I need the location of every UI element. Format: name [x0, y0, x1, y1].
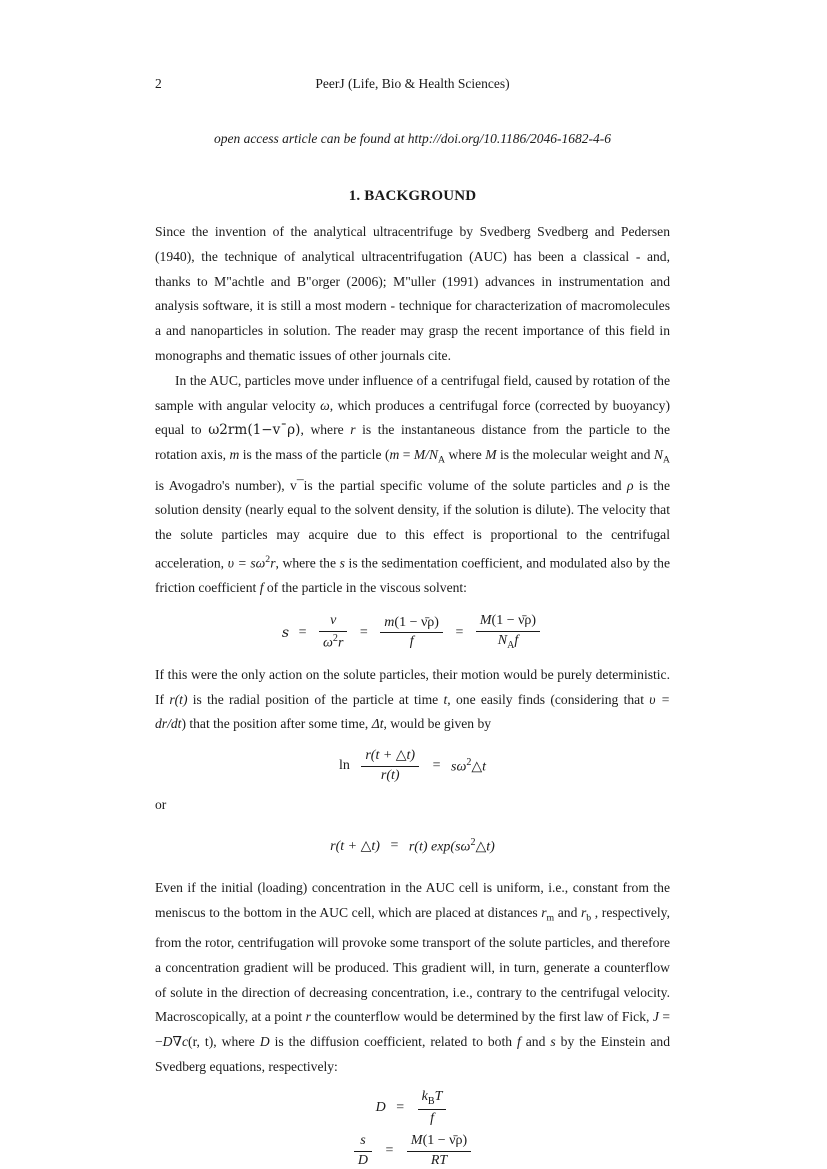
eq5-rhs-num — [407, 1133, 471, 1152]
p3-seg-a: If this were the only action on the solute particles, their motion would be purely deterministic. If — [155, 666, 670, 707]
expr-centrifugal-force: ω2rm(1−v¯ρ) — [208, 422, 301, 439]
symbol-upsilon: υ = — [649, 691, 671, 707]
p4-seg-d: the counterflow would be determined by the first law of Fick, — [310, 1009, 653, 1025]
section-heading: 1. BACKGROUND — [348, 188, 477, 204]
nabla-icon: ∇ — [172, 1034, 182, 1050]
p2-seg-l: is the sedimentation coefficient, and modulated also by the friction coefficient — [155, 555, 670, 596]
equation-exponential-position — [155, 837, 670, 856]
p4-seg-a: Even if the initial (loading) concentration in the AUC cell is uniform, i.e., constant from the meniscus to the bottom in the AUC cell, which are placed at distances — [155, 879, 670, 920]
eq1-den-f — [380, 633, 443, 651]
eq1-r: r — [337, 635, 344, 651]
eq1-M: M — [479, 613, 492, 629]
p4-seg-b: and — [554, 904, 581, 920]
symbol-t: t — [443, 691, 448, 707]
p3-seg-d: ) that the position after some time, — [181, 716, 372, 732]
eq3-exponent: 2 — [470, 837, 476, 849]
eq1-buoyancy-1: (1 − ν̄ρ) — [394, 614, 439, 630]
eq4-f: f — [430, 1110, 434, 1126]
symbol-f: f — [259, 580, 264, 596]
eq5-RT: RT — [430, 1152, 448, 1168]
p3-seg-b: is the radial position of the particle at time — [187, 691, 444, 707]
expr-dr-dt: dr/dt — [155, 716, 182, 732]
p4-seg-f: is the diffusion coefficient, related to both — [269, 1034, 518, 1050]
fick-equals-minus: = − — [155, 1009, 670, 1050]
connector-or: or — [155, 797, 167, 813]
p2-seg-i: is Avogadro's number), v¯is the partial specific volume of the solute particles and — [155, 477, 627, 493]
eq1-m: m — [384, 614, 395, 630]
subscript-A-2: A — [662, 454, 670, 466]
eq1-f: f — [409, 634, 414, 650]
eq2-numerator — [361, 748, 419, 767]
p2-seg-e: is the mass of the particle ( — [239, 447, 390, 463]
expr-r-of-t: r(t) — [169, 691, 188, 707]
eq3-r-t-plus-dt: r(t + △t) — [330, 838, 380, 854]
p2-seg-d: is the instantaneous distance from the particle to the rotation axis, — [155, 422, 671, 463]
expr-velocity: υ = sω — [227, 555, 266, 571]
eq1-equals-2: = — [359, 624, 368, 640]
eq1-equals-3: = — [455, 624, 464, 640]
superscript-2: 2 — [265, 554, 271, 566]
paragraph-deterministic-motion — [155, 663, 670, 737]
eq1-buoyancy-2: (1 − ν̄ρ) — [491, 613, 537, 629]
p2-seg-g: where — [445, 447, 486, 463]
eq4-D: D — [375, 1099, 386, 1115]
eq5-equals: = — [385, 1143, 394, 1159]
eq4-lhs — [376, 1100, 386, 1116]
p4-seg-g: and — [520, 1034, 551, 1050]
symbol-D: D — [259, 1034, 270, 1050]
journal-title: PeerJ (Life, Bio & Health Sciences) — [315, 76, 510, 91]
p4-seg-c: , respectively, from the rotor, centrifugation will provoke some transport of the solute particles, and therefore a concentration gradient will be produced. This gradient will, in turn, generate a counterflow of solute in the direction of decreasing concentration, i.e., contrary to the centrifugal velocity. Macroscopically, at a point — [155, 904, 670, 1025]
p2-seg-m: of the particle in the viscous solvent: — [263, 580, 467, 596]
paragraph-background-intro: Since the invention of the analytical ultracentrifuge by Svedberg Svedberg and Pedersen (1940), the technique of analytical ultracentrifugation (AUC) has been a classical - and, thanks to M"achtle and B"orger (2006); M"uller (1991) advances in instrumentation and analysis software, it is still a most modern - technique for characterization of macromolecules a and nanoparticles in solution. The reader may grasp the recent importance of this field in monographs and thematic issues of other journals cite. — [155, 224, 670, 363]
eq2-exponent: 2 — [466, 756, 472, 768]
eq4-k-sub: B — [427, 1095, 435, 1107]
eq5-lhs-num — [354, 1133, 372, 1152]
eq5-D: D — [357, 1152, 368, 1168]
eq1-lhs — [282, 625, 289, 641]
equation-einstein — [155, 1089, 670, 1127]
eq2-equals: = — [432, 758, 441, 774]
eq5-lhs-den — [354, 1152, 372, 1169]
eq3-r-t-exp: r(t) exp(sω — [408, 839, 471, 855]
symbol-r: r — [350, 422, 356, 438]
eq1-den-NAf — [476, 632, 540, 652]
subscript-m: m — [546, 912, 555, 924]
paragraph-diffusion-fick — [155, 876, 670, 1080]
eq4-k: k — [421, 1088, 428, 1104]
page-number: 2 — [155, 76, 162, 91]
equation-svedberg — [155, 1133, 670, 1169]
eq2-r-t: r(t) — [380, 767, 400, 783]
eq4-equals: = — [396, 1099, 405, 1115]
p2-seg-k: , where the — [275, 555, 340, 571]
symbol-D-fick: D — [162, 1034, 173, 1050]
expr-M-over-NA: M/N — [413, 447, 439, 463]
symbol-c: c — [182, 1034, 189, 1050]
p2-seg-b: , which produces a centrifugal force (corrected by buoyancy) equal to — [155, 397, 670, 438]
eq4-denominator — [418, 1110, 447, 1128]
symbol-r-meniscus: r — [541, 904, 547, 920]
eq1-fraction-1 — [319, 613, 347, 652]
eq1-equals-1: = — [298, 624, 307, 640]
eq5-s: s — [360, 1133, 366, 1149]
eq1-fraction-2 — [380, 615, 443, 651]
symbol-omega: ω — [320, 397, 330, 413]
eq5-lhs-fraction — [354, 1133, 372, 1169]
equation-log-radial-position — [155, 748, 670, 784]
symbol-s: s — [339, 555, 345, 571]
p3-seg-c: , one easily finds (considering that — [447, 691, 650, 707]
eq4-numerator — [418, 1089, 447, 1110]
symbol-m-2: m — [389, 447, 400, 463]
eq1-f-2: f — [514, 632, 519, 648]
p2-seg-f: = — [399, 447, 414, 463]
symbol-s-sed: s — [550, 1034, 556, 1050]
symbol-N: N — [653, 447, 663, 463]
symbol-r-bottom: r — [581, 904, 587, 920]
eq1-num-nu — [319, 613, 347, 632]
eq2-s-omega: sω — [451, 759, 467, 775]
eq3-equals: = — [390, 838, 399, 854]
open-access-note: open access article can be found at http://doi.org/10.1186/2046-1682-4-6 — [213, 131, 612, 146]
eq5-rhs-den — [407, 1152, 471, 1169]
symbol-f-friction: f — [517, 1034, 521, 1050]
eq3-delta-t: △t) — [475, 839, 495, 855]
eq1-num-M-term — [476, 613, 540, 632]
p2-seg-j: is the solution density (nearly equal to the solvent density, if the solution is dilute). The velocity that the solute particles may acquire due to this effect is proportional to the centrifugal acceleration, — [155, 477, 670, 571]
eq1-s: s — [281, 624, 290, 641]
eq4-fraction — [418, 1089, 447, 1127]
eq1-nu: ν — [330, 613, 337, 629]
eq1-omega-exp: 2 — [332, 632, 338, 644]
eq1-den-omega2r — [319, 632, 347, 652]
eq2-r-t-plus-dt: r(t + △t) — [365, 748, 416, 764]
eq2-ln: ln — [338, 758, 350, 774]
running-head — [155, 76, 670, 94]
eq3-rhs — [409, 837, 495, 856]
eq2-fraction — [361, 748, 419, 784]
p4-seg-e: , where — [213, 1034, 260, 1050]
subscript-A: A — [438, 454, 446, 466]
eq2-denominator — [361, 767, 419, 785]
body-column — [155, 220, 670, 1169]
symbol-rho: ρ — [627, 477, 634, 493]
p2-seg-c: , where — [300, 422, 351, 438]
eq2-delta-t: △t — [471, 759, 487, 775]
paragraph-auc-physics — [155, 369, 670, 601]
p4-seg-h: by the Einstein and Svedberg equations, respectively: — [155, 1034, 670, 1075]
eq5-M: M — [410, 1133, 423, 1149]
eq1-N-sub: A — [507, 639, 515, 651]
fick-args: (r, t) — [188, 1034, 214, 1050]
eq1-num-m-term — [380, 615, 443, 634]
eq1-omega: ω — [323, 635, 333, 651]
symbol-m: m — [229, 447, 240, 463]
eq1-fraction-3 — [476, 613, 540, 651]
p2-seg-h: is the molecular weight and — [496, 447, 654, 463]
eq2-rhs — [451, 757, 486, 776]
expr-delta-t: Δt — [371, 716, 384, 732]
eq5-rhs-fraction — [407, 1133, 471, 1169]
subscript-b: b — [586, 912, 592, 924]
p3-seg-e: , would be given by — [383, 716, 492, 732]
p2-seg-a: In the AUC, particles move under influence of a centrifugal field, caused by rotation of the sample with angular velocity — [155, 372, 670, 413]
eq5-buoyancy: (1 − ν̄ρ) — [422, 1133, 468, 1149]
symbol-M: M — [485, 447, 497, 463]
eq4-T: T — [434, 1088, 443, 1104]
symbol-r-2: r — [270, 555, 276, 571]
symbol-J: J — [652, 1009, 659, 1025]
symbol-r-point: r — [305, 1009, 311, 1025]
eq1-N: N — [497, 632, 508, 648]
eq3-lhs — [330, 838, 380, 855]
equation-sedimentation-coefficient — [155, 613, 670, 652]
